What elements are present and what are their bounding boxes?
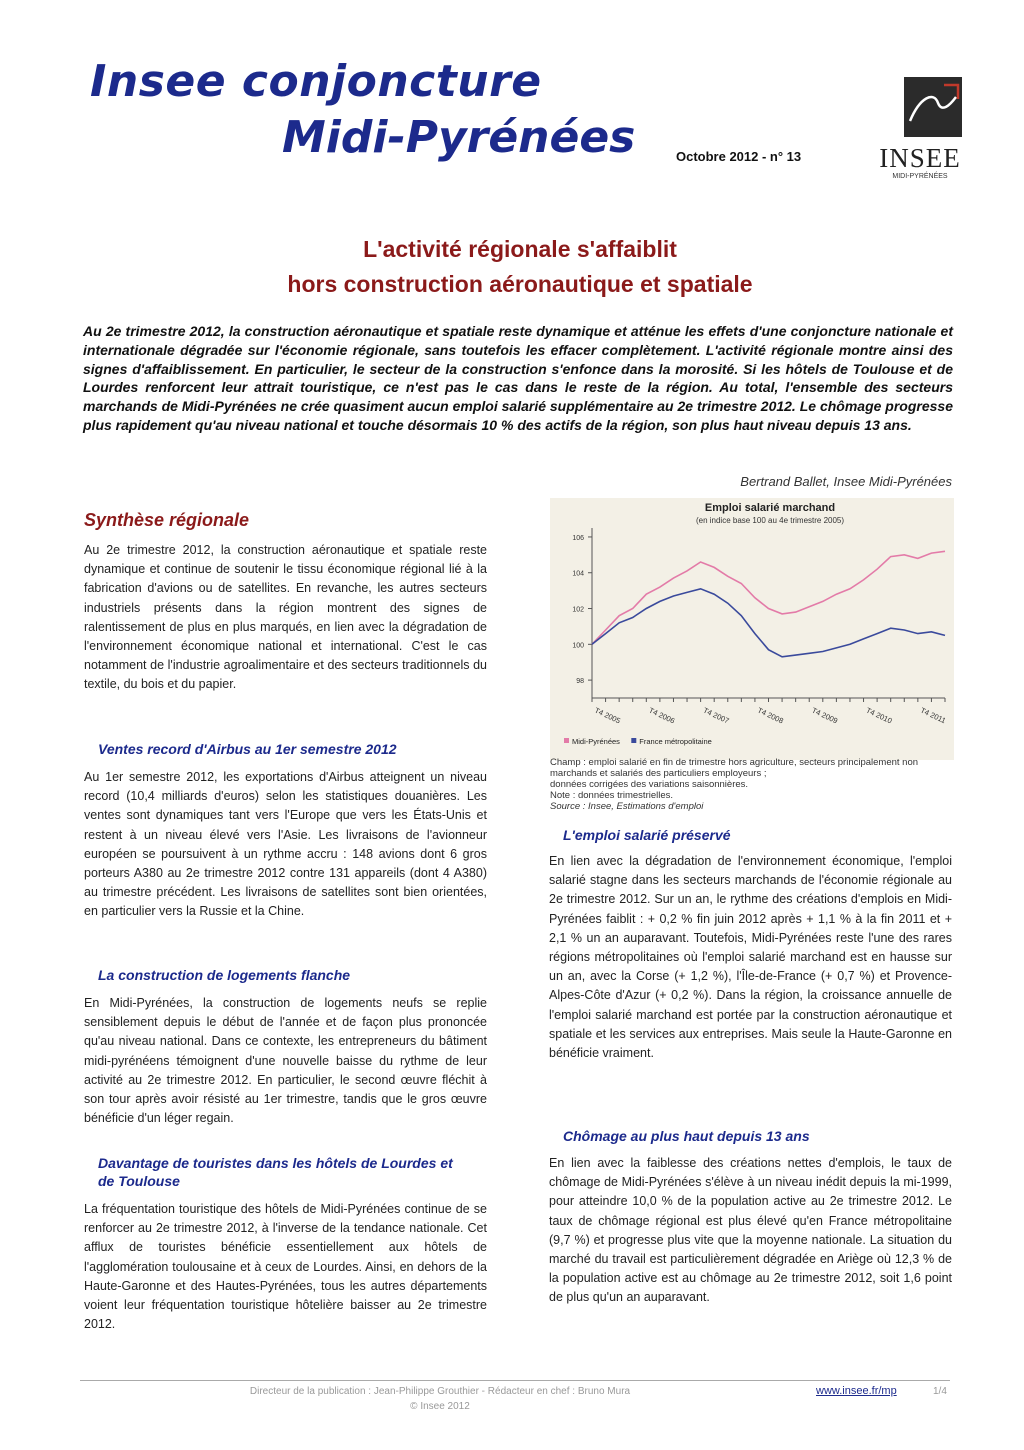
paragraph-emploi: En lien avec la dégradation de l'environnement économique, l'emploi salarié stagne dans les secteurs marchands de l'économie régionale au 2e trimestre 2012. Sur un an, le rythme des créations d'emplois en Midi-Pyrénées faiblit : + 0,2 % fin juin 2012 après + 1,1 % à la fin 2011 et + 2,1 % un an auparavant. Toutefois, Midi-Pyrénées reste l'une des rares régions métropolitaines où l'emploi salarié marchand est en hausse sur un an, avec la Corse (+ 1,2 %), l'Île-de-France (+ 0,7 %) et Provence-Alpes-Côte d'Azur (+ 0,2 %). Dans la région, la croissance annuelle de l'emploi salarié marchand est portée par la construction aéronautique et spatiale et les services aux entreprises. Mais seule la Haute-Garonne en bénéficie vraiment. (549, 854, 952, 1061)
insee-logo-subtext: MIDI-PYRÉNÉES (892, 173, 948, 180)
footer-credits-line1: Directeur de la publication : Jean-Philippe Grouthier - Rédacteur en chef : Bruno Mura (249, 1386, 631, 1397)
y-tick-label: 104 (572, 570, 584, 578)
legend-swatch (631, 738, 636, 743)
issue-label: Octobre 2012 - n° 13 (676, 149, 802, 164)
paragraph-logement: En Midi-Pyrénées, la construction de logements neufs se replie sensiblement depuis le début de l'année et de façon plus prononcée qu'au niveau national. Dans ce contexte, les entrepreneurs du bâtiment midi-pyrénéens témoignent d'une nouvelle baisse du rythme de leur activité au 2e trimestre 2012. En particulier, le second œuvre fléchit à son tour après avoir résisté au 1er trimestre, tandis que le gros œuvre bénéficie d'un léger regain. (84, 996, 487, 1126)
legend-label: Midi-Pyrénées (572, 737, 620, 746)
paragraph-tourisme: La fréquentation touristique des hôtels de Midi-Pyrénées continue de se renforcer au 2e trimestre 2012, à l'inverse de la tendance nationale. Cet afflux de touristes bénéficie essentiellement aux hôtels de l'agglomération toulousaine et à ceux de Lourdes. Ainsi, en dehors de la Haute-Garonne et des Hautes-Pyrénées, tous les autres départements voient leur fréquentation touristique hôtelière baisser au 2e trimestre 2012. (84, 1202, 487, 1332)
subsection-title-emploi: L'emploi salarié préservé (563, 827, 731, 843)
footer-credits (150, 1384, 730, 1414)
footer-divider (80, 1380, 950, 1381)
page-title-line1: L'activité régionale s'affaiblit (363, 236, 677, 262)
paragraph-synthese: Au 2e trimestre 2012, la construction aéronautique et spatiale reste dynamique et continue de soutenir le tissu économique régional lié à la fabrication d'avions ou de satellites. En revanche, les autres secteurs industriels présents dans la région montrent des signes de ralentissement de plus en plus marqués, en lien avec la dégradation de l'environnement économique national et international. C'est le cas notamment de l'industrie agroalimentaire et des secteurs traditionnels du textile, du bois et du papier. (84, 543, 487, 692)
x-tick-label: T4 2006 (647, 705, 677, 726)
page-number: 1/4 (933, 1386, 947, 1397)
chart-title: Emploi salarié marchand (704, 502, 836, 514)
y-tick-label: 100 (572, 642, 584, 650)
subsection-title-tourisme: Davantage de touristes dans les hôtels de Lourdes et de Toulouse (98, 1155, 453, 1189)
chart-note-source: Source : Insee, Estimations d'emploi (550, 801, 704, 812)
series-line (592, 551, 945, 644)
chart-emploi-salarie (550, 498, 954, 760)
x-tick-label: T4 2007 (701, 705, 731, 726)
paragraph-airbus: Au 1er semestre 2012, les exportations d'Airbus atteignent un niveau record (10,4 milliards d'euros) selon les statistiques douanières. Les ventes sont dynamiques tant vers l'Europe que vers les États-Unis et restent à un niveau élevé vers l'Asie. Les livraisons de l'avionneur européen se poursuivent à un rythme accru : 148 avions dont 6 gros porteurs A380 au 2e trimestre 2012 contre 131 appareils (dont 4 A380) au trimestre précédent. Les livraisons de satellites sont bien orientées, en particulier vers la Russie et la Chine. (84, 770, 487, 919)
y-tick-label: 102 (572, 606, 584, 614)
chart-note-note: Note : données trimestrielles. (550, 790, 674, 801)
subsection-title-airbus: Ventes record d'Airbus au 1er semestre 2012 (98, 741, 397, 757)
brand-title: Insee conjoncture (90, 56, 542, 107)
series-line (592, 589, 945, 657)
lead-paragraph: Au 2e trimestre 2012, la construction aéronautique et spatiale reste dynamique et atténue les effets d'une conjoncture nationale et internationale dégradée sur l'économie régionale, sans toutefois les effacer complètement. L'activité régionale montre ainsi des signes d'affaiblissement. En particulier, le secteur de la construction s'enfonce dans la morosité. Si les hôtels de Toulouse et de Lourdes renforcent leur attrait touristique, ce n'est pas le cas dans le reste de la région. Au total, l'ensemble des secteurs marchands de Midi-Pyrénées ne crée quasiment aucun emploi salarié supplémentaire au 2e trimestre 2012. Le chômage progresse plus rapidement qu'au niveau national et touche désormais 10 % des actifs de la région, son plus haut niveau depuis 13 ans. (83, 323, 953, 433)
footer-credits-line2: © Insee 2012 (410, 1401, 470, 1412)
subsection-title-chomage: Chômage au plus haut depuis 13 ans (563, 1128, 810, 1144)
y-tick-label: 106 (572, 534, 584, 542)
section-title-synthese: Synthèse régionale (84, 510, 250, 530)
x-tick-label: T4 2009 (810, 705, 840, 726)
x-tick-label: T4 2008 (756, 705, 785, 726)
page-title-line2: hors construction aéronautique et spatiale (287, 271, 753, 297)
legend-swatch (564, 738, 569, 743)
x-tick-label: T4 2011 (919, 705, 948, 726)
x-tick-label: T4 2010 (864, 705, 894, 726)
author-line: Bertrand Ballet, Insee Midi-Pyrénées (740, 474, 952, 489)
insee-logo-icon (904, 77, 962, 137)
y-tick-label: 98 (576, 678, 584, 686)
brand-region: Midi-Pyrénées (282, 112, 636, 163)
footer-website-link[interactable]: www.insee.fr/mp (816, 1385, 897, 1397)
insee-logo-text: INSEE (879, 143, 961, 173)
line-chart (550, 498, 954, 760)
legend-label: France métropolitaine (639, 737, 712, 746)
paragraph-chomage: En lien avec la faiblesse des créations nettes d'emplois, le taux de chômage de Midi-Pyrénées s'élève à un niveau inédit depuis la mi-1999, pour atteindre 10,0 % de la population active au 2e trimestre 2012. Le taux de chômage régional est plus élevé qu'en France métropolitaine (9,7 %) et progresse plus vite que la moyenne nationale. La situation du marché du travail est particulièrement dégradée en Ariège où 12,3 % de la population active est au chômage au 2e trimestre 2012, soit 1,6 point de plus qu'un an auparavant. (549, 1156, 952, 1305)
x-tick-label: T4 2005 (593, 705, 622, 726)
chart-note (550, 757, 954, 812)
chart-note-champ: Champ : emploi salarié en fin de trimestre hors agriculture, secteurs principalement non marchands et salariés des particuliers employeurs ; (550, 757, 919, 779)
subsection-title-logement: La construction de logements flanche (98, 967, 351, 983)
chart-note-donnees: données corrigées des variations saisonnières. (550, 779, 749, 790)
chart-subtitle: (en indice base 100 au 4e trimestre 2005) (695, 516, 845, 525)
